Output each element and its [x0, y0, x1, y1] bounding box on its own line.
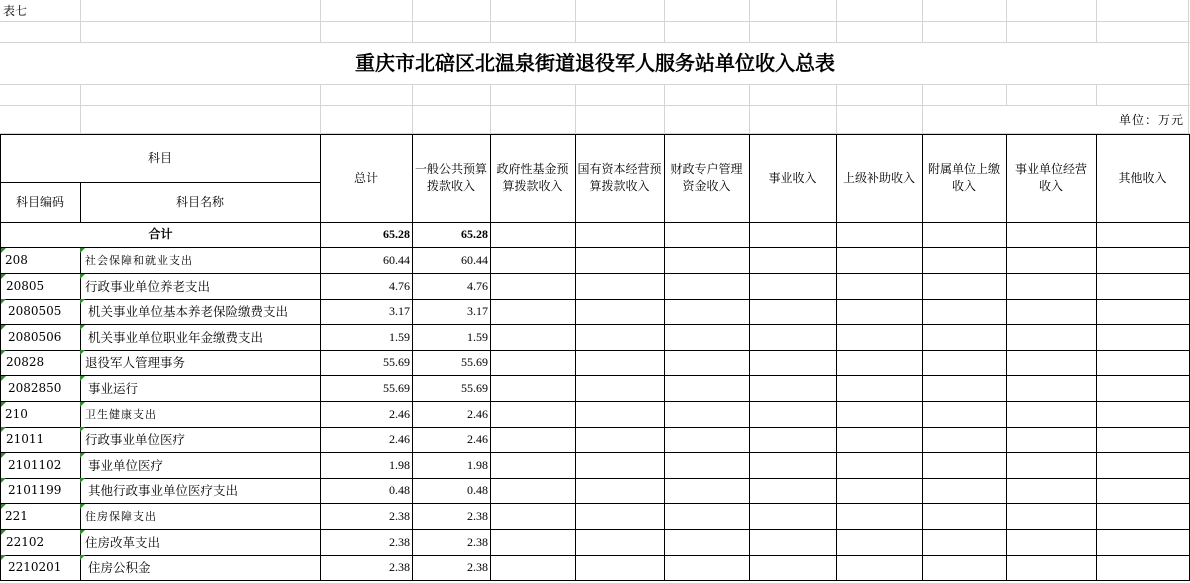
row-empty-cell — [1096, 555, 1190, 581]
row-empty-cell — [922, 376, 1007, 402]
row-empty-cell — [575, 427, 665, 453]
row-empty-cell — [749, 478, 837, 504]
table-row — [0, 530, 1190, 556]
row-empty-cell — [575, 299, 665, 325]
header-other-income: 其他收入 — [1096, 134, 1190, 223]
header-state-capital: 国有资本经营预算拨款收入 — [575, 134, 665, 223]
row-empty-cell — [1096, 504, 1190, 530]
row-empty-cell — [836, 427, 923, 453]
row-empty-cell — [922, 350, 1007, 376]
row-general: 0.48 — [412, 478, 491, 504]
row-empty-cell — [836, 299, 923, 325]
row-total: 2.46 — [320, 402, 413, 428]
row-empty-cell — [922, 274, 1007, 300]
row-empty-cell — [1096, 376, 1190, 402]
row-empty-cell — [490, 427, 576, 453]
row-empty-cell — [749, 299, 837, 325]
summary-cell — [1096, 222, 1190, 248]
row-empty-cell — [664, 350, 750, 376]
row-code: 22102 — [0, 530, 81, 556]
row-empty-cell — [664, 478, 750, 504]
row-total: 2.38 — [320, 555, 413, 581]
summary-cell — [1006, 222, 1097, 248]
row-empty-cell — [836, 274, 923, 300]
row-name: 机关事业单位职业年金缴费支出 — [80, 325, 321, 351]
row-total: 2.46 — [320, 427, 413, 453]
row-name: 行政事业单位养老支出 — [80, 274, 321, 300]
row-empty-cell — [749, 350, 837, 376]
row-empty-cell — [490, 325, 576, 351]
header-subject: 科目 — [0, 134, 321, 183]
row-empty-cell — [490, 402, 576, 428]
row-empty-cell — [749, 274, 837, 300]
row-empty-cell — [922, 299, 1007, 325]
row-empty-cell — [922, 555, 1007, 581]
row-empty-cell — [575, 248, 665, 274]
summary-row — [0, 222, 1190, 248]
row-empty-cell — [1096, 350, 1190, 376]
header-fund-budget: 政府性基金预算拨款收入 — [490, 134, 576, 223]
summary-cell — [749, 222, 837, 248]
row-total: 2.38 — [320, 530, 413, 556]
row-empty-cell — [664, 248, 750, 274]
row-name: 住房保障支出 — [80, 504, 321, 530]
header-affiliated-income: 附属单位上缴收入 — [922, 134, 1007, 223]
row-empty-cell — [1096, 427, 1190, 453]
row-empty-cell — [749, 555, 837, 581]
row-name: 机关事业单位基本养老保险缴费支出 — [80, 299, 321, 325]
row-empty-cell — [1096, 478, 1190, 504]
row-empty-cell — [836, 555, 923, 581]
row-general: 1.98 — [412, 453, 491, 479]
table-tag: 表七 — [3, 4, 28, 18]
row-empty-cell — [922, 530, 1007, 556]
row-empty-cell — [749, 325, 837, 351]
table-row — [0, 453, 1190, 479]
row-name: 社会保障和就业支出 — [80, 248, 321, 274]
row-empty-cell — [836, 504, 923, 530]
row-name: 其他行政事业单位医疗支出 — [80, 478, 321, 504]
header-operating-income: 事业单位经营收入 — [1006, 134, 1097, 223]
row-empty-cell — [1006, 504, 1097, 530]
row-empty-cell — [575, 274, 665, 300]
row-empty-cell — [922, 402, 1007, 428]
row-general: 3.17 — [412, 299, 491, 325]
row-empty-cell — [490, 530, 576, 556]
row-empty-cell — [490, 350, 576, 376]
row-empty-cell — [490, 504, 576, 530]
row-general: 2.46 — [412, 427, 491, 453]
header-business-income: 事业收入 — [749, 134, 837, 223]
row-empty-cell — [1096, 402, 1190, 428]
row-name: 事业单位医疗 — [80, 453, 321, 479]
row-general: 2.38 — [412, 530, 491, 556]
row-code: 2080505 — [0, 299, 81, 325]
summary-cell — [664, 222, 750, 248]
row-empty-cell — [664, 555, 750, 581]
header-fiscal-account: 财政专户管理资金收入 — [664, 134, 750, 223]
row-general: 2.38 — [412, 555, 491, 581]
row-total: 60.44 — [320, 248, 413, 274]
header-general-budget: 一般公共预算拨款收入 — [412, 134, 491, 223]
table-row — [0, 325, 1190, 351]
row-total: 55.69 — [320, 376, 413, 402]
row-empty-cell — [1006, 478, 1097, 504]
row-empty-cell — [1006, 248, 1097, 274]
row-empty-cell — [1096, 325, 1190, 351]
row-empty-cell — [1096, 530, 1190, 556]
row-name: 卫生健康支出 — [80, 402, 321, 428]
row-empty-cell — [575, 350, 665, 376]
row-empty-cell — [490, 478, 576, 504]
row-name: 住房改革支出 — [80, 530, 321, 556]
row-empty-cell — [922, 453, 1007, 479]
row-empty-cell — [1006, 453, 1097, 479]
row-empty-cell — [1006, 555, 1097, 581]
header-total: 总计 — [320, 134, 413, 223]
row-empty-cell — [836, 453, 923, 479]
row-empty-cell — [664, 402, 750, 428]
row-empty-cell — [490, 376, 576, 402]
row-general: 55.69 — [412, 350, 491, 376]
table-row — [0, 555, 1190, 581]
row-total: 1.59 — [320, 325, 413, 351]
row-empty-cell — [1006, 402, 1097, 428]
row-general: 2.38 — [412, 504, 491, 530]
row-total: 0.48 — [320, 478, 413, 504]
header-subject-name: 科目名称 — [80, 183, 321, 223]
row-empty-cell — [836, 530, 923, 556]
unit-label: 单位：万元 — [1118, 113, 1184, 127]
row-empty-cell — [1006, 427, 1097, 453]
row-empty-cell — [1006, 325, 1097, 351]
row-empty-cell — [749, 402, 837, 428]
table-row — [0, 274, 1190, 300]
table-row — [0, 376, 1190, 402]
row-empty-cell — [1096, 453, 1190, 479]
row-empty-cell — [575, 376, 665, 402]
row-empty-cell — [664, 376, 750, 402]
row-code: 210 — [0, 402, 81, 428]
row-total: 3.17 — [320, 299, 413, 325]
row-name: 退役军人管理事务 — [80, 350, 321, 376]
row-code: 2082850 — [0, 376, 81, 402]
row-total: 2.38 — [320, 504, 413, 530]
row-general: 1.59 — [412, 325, 491, 351]
row-name: 事业运行 — [80, 376, 321, 402]
header-superior-subsidy: 上级补助收入 — [836, 134, 923, 223]
row-empty-cell — [1006, 530, 1097, 556]
row-empty-cell — [490, 299, 576, 325]
row-empty-cell — [922, 248, 1007, 274]
row-empty-cell — [836, 248, 923, 274]
row-empty-cell — [836, 478, 923, 504]
row-empty-cell — [575, 530, 665, 556]
row-empty-cell — [664, 530, 750, 556]
row-code: 20828 — [0, 350, 81, 376]
page-title: 重庆市北碚区北温泉街道退役军人服务站单位收入总表 — [355, 51, 835, 75]
row-empty-cell — [1096, 274, 1190, 300]
row-empty-cell — [836, 350, 923, 376]
row-empty-cell — [836, 325, 923, 351]
row-code: 2080506 — [0, 325, 81, 351]
row-empty-cell — [922, 478, 1007, 504]
row-code: 20805 — [0, 274, 81, 300]
table-row — [0, 478, 1190, 504]
summary-general: 65.28 — [412, 222, 491, 248]
row-empty-cell — [664, 427, 750, 453]
row-empty-cell — [575, 325, 665, 351]
row-total: 1.98 — [320, 453, 413, 479]
row-empty-cell — [664, 325, 750, 351]
row-empty-cell — [749, 504, 837, 530]
summary-total: 65.28 — [320, 222, 413, 248]
row-general: 2.46 — [412, 402, 491, 428]
row-empty-cell — [1006, 299, 1097, 325]
row-empty-cell — [922, 427, 1007, 453]
table-row — [0, 299, 1190, 325]
row-empty-cell — [922, 325, 1007, 351]
table-row — [0, 402, 1190, 428]
row-code: 2210201 — [0, 555, 81, 581]
row-empty-cell — [1006, 274, 1097, 300]
row-code: 208 — [0, 248, 81, 274]
row-empty-cell — [749, 427, 837, 453]
row-empty-cell — [575, 504, 665, 530]
row-empty-cell — [664, 453, 750, 479]
row-code: 2101102 — [0, 453, 81, 479]
row-empty-cell — [749, 248, 837, 274]
row-empty-cell — [749, 376, 837, 402]
row-empty-cell — [490, 274, 576, 300]
row-name: 住房公积金 — [80, 555, 321, 581]
row-empty-cell — [664, 504, 750, 530]
row-code: 221 — [0, 504, 81, 530]
row-empty-cell — [490, 453, 576, 479]
row-empty-cell — [575, 402, 665, 428]
row-empty-cell — [575, 453, 665, 479]
summary-label: 合计 — [0, 222, 321, 248]
row-general: 55.69 — [412, 376, 491, 402]
row-empty-cell — [836, 376, 923, 402]
row-empty-cell — [1096, 248, 1190, 274]
row-empty-cell — [749, 530, 837, 556]
header-subject-code: 科目编码 — [0, 183, 81, 223]
summary-cell — [836, 222, 923, 248]
row-empty-cell — [922, 504, 1007, 530]
table-row — [0, 427, 1190, 453]
table-row — [0, 504, 1190, 530]
row-empty-cell — [1006, 376, 1097, 402]
summary-cell — [490, 222, 576, 248]
row-code: 21011 — [0, 427, 81, 453]
summary-cell — [575, 222, 665, 248]
row-empty-cell — [836, 402, 923, 428]
row-code: 2101199 — [0, 478, 81, 504]
row-empty-cell — [575, 478, 665, 504]
row-general: 4.76 — [412, 274, 491, 300]
row-empty-cell — [575, 555, 665, 581]
row-empty-cell — [1096, 299, 1190, 325]
row-total: 4.76 — [320, 274, 413, 300]
row-empty-cell — [664, 274, 750, 300]
summary-cell — [922, 222, 1007, 248]
row-empty-cell — [490, 248, 576, 274]
table-row — [0, 350, 1190, 376]
row-total: 55.69 — [320, 350, 413, 376]
row-general: 60.44 — [412, 248, 491, 274]
table-row — [0, 248, 1190, 274]
row-empty-cell — [490, 555, 576, 581]
row-name: 行政事业单位医疗 — [80, 427, 321, 453]
row-empty-cell — [1006, 350, 1097, 376]
row-empty-cell — [664, 299, 750, 325]
row-empty-cell — [749, 453, 837, 479]
